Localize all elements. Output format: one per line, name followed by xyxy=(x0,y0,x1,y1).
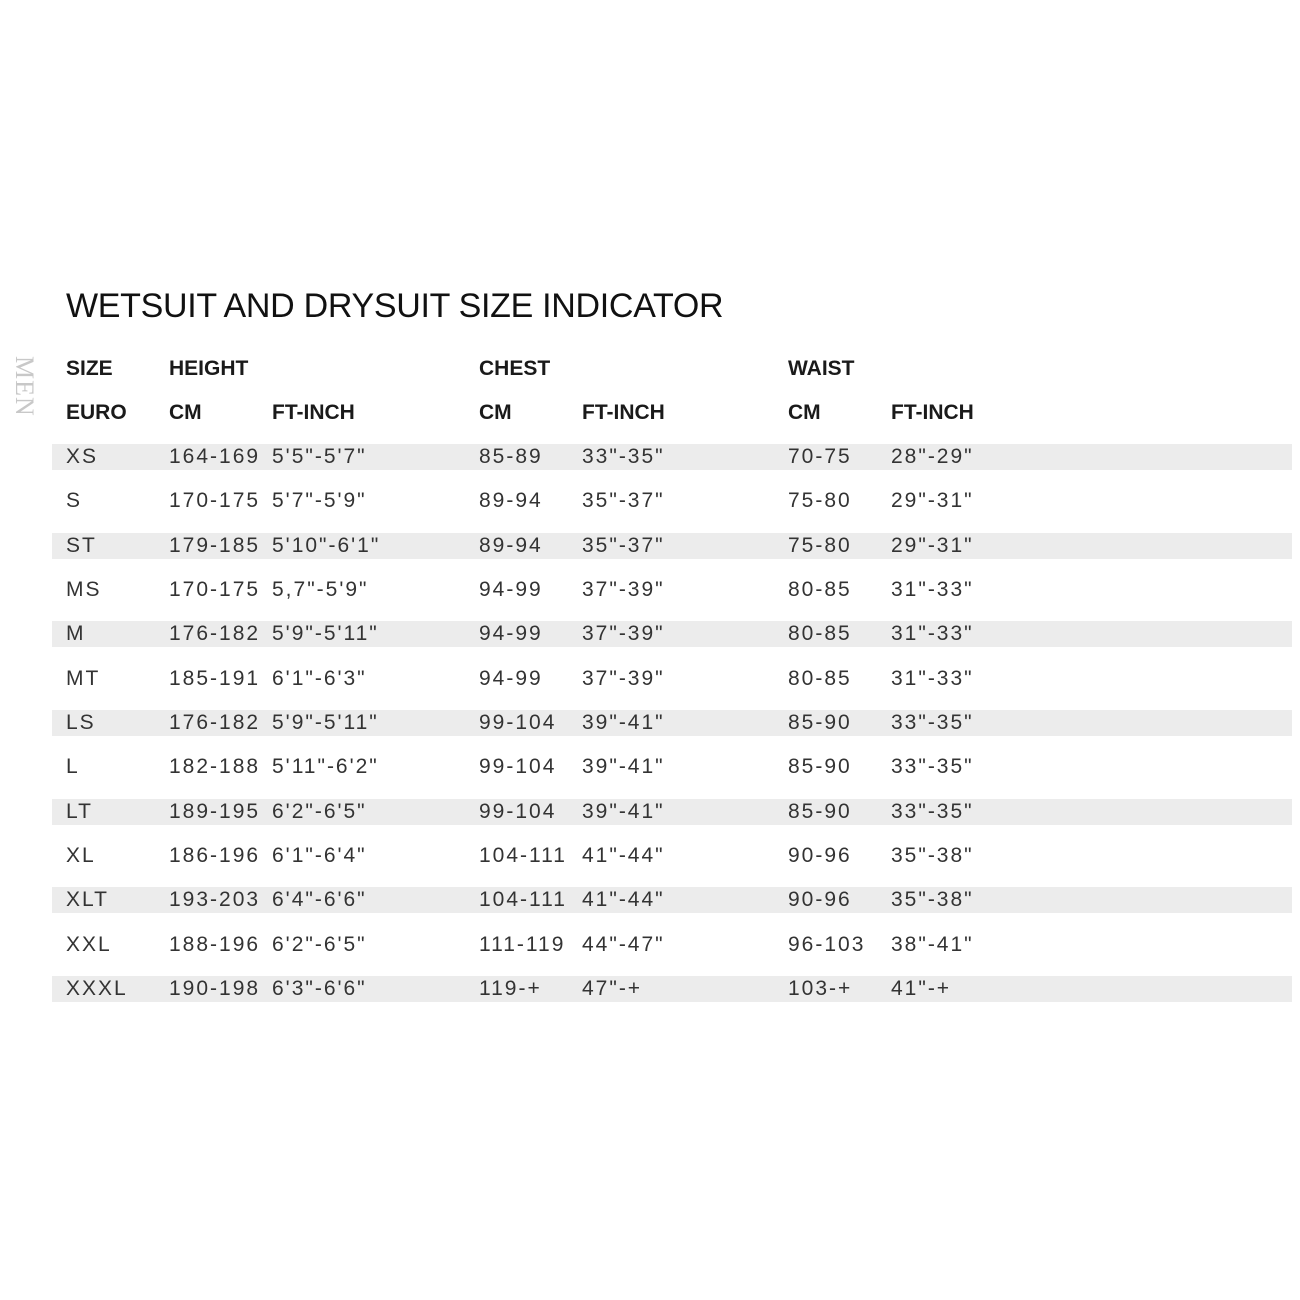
cell-height-cm: 189-195 xyxy=(169,800,261,823)
cell-chest-cm: 89-94 xyxy=(479,489,543,512)
cell-waist-ftinch: 33"-35" xyxy=(891,755,974,778)
cell-waist-ftinch: 28"-29" xyxy=(891,445,974,468)
cell-waist-cm: 75-80 xyxy=(788,489,852,512)
cell-waist-cm: 85-90 xyxy=(788,800,852,823)
cell-waist-ftinch: 38"-41" xyxy=(891,933,974,956)
cell-chest-ftinch: 37"-39" xyxy=(582,578,665,601)
subheader-euro: EURO xyxy=(66,401,127,424)
cell-waist-ftinch: 33"-35" xyxy=(891,711,974,734)
cell-size: S xyxy=(66,489,83,512)
cell-waist-ftinch: 31"-33" xyxy=(891,578,974,601)
cell-chest-ftinch: 44"-47" xyxy=(582,933,665,956)
cell-waist-ftinch: 31"-33" xyxy=(891,622,974,645)
cell-height-ftinch: 5'9"-5'11" xyxy=(272,622,379,645)
cell-height-cm: 170-175 xyxy=(169,578,261,601)
cell-waist-cm: 90-96 xyxy=(788,844,852,867)
cell-chest-ftinch: 33"-35" xyxy=(582,445,665,468)
cell-waist-cm: 75-80 xyxy=(788,534,852,557)
table-row xyxy=(52,843,1292,869)
cell-height-ftinch: 5'9"-5'11" xyxy=(272,711,379,734)
cell-waist-cm: 85-90 xyxy=(788,711,852,734)
cell-height-ftinch: 5'7"-5'9" xyxy=(272,489,367,512)
cell-size: MS xyxy=(66,578,102,601)
table-row xyxy=(52,799,1292,825)
cell-height-cm: 176-182 xyxy=(169,622,261,645)
cell-size: M xyxy=(66,622,86,645)
cell-height-cm: 193-203 xyxy=(169,888,261,911)
subheader-height-ftinch: FT-INCH xyxy=(272,401,355,424)
cell-chest-cm: 111-119 xyxy=(479,933,566,956)
cell-waist-ftinch: 35"-38" xyxy=(891,888,974,911)
cell-waist-ftinch: 35"-38" xyxy=(891,844,974,867)
cell-size: ST xyxy=(66,534,97,557)
cell-size: LT xyxy=(66,800,93,823)
table-row xyxy=(52,621,1292,647)
cell-height-cm: 176-182 xyxy=(169,711,261,734)
cell-height-ftinch: 5'5"-5'7" xyxy=(272,445,367,468)
table-row xyxy=(52,488,1292,514)
cell-height-ftinch: 5'11"-6'2" xyxy=(272,755,379,778)
cell-waist-cm: 80-85 xyxy=(788,667,852,690)
cell-height-ftinch: 6'4"-6'6" xyxy=(272,888,367,911)
cell-chest-cm: 99-104 xyxy=(479,800,557,823)
cell-waist-cm: 85-90 xyxy=(788,755,852,778)
cell-height-cm: 188-196 xyxy=(169,933,261,956)
cell-height-ftinch: 6'2"-6'5" xyxy=(272,800,367,823)
table-row xyxy=(52,976,1292,1002)
subheader-chest-cm: CM xyxy=(479,401,512,424)
cell-chest-cm: 94-99 xyxy=(479,578,543,601)
cell-chest-ftinch: 35"-37" xyxy=(582,489,665,512)
cell-chest-ftinch: 41"-44" xyxy=(582,844,665,867)
cell-chest-cm: 104-111 xyxy=(479,844,567,867)
cell-size: XLT xyxy=(66,888,109,911)
cell-chest-cm: 119-+ xyxy=(479,977,542,1000)
cell-height-ftinch: 6'1"-6'3" xyxy=(272,667,367,690)
cell-waist-cm: 103-+ xyxy=(788,977,853,1000)
table-row xyxy=(52,577,1292,603)
table-row xyxy=(52,444,1292,470)
table-row xyxy=(52,666,1292,692)
cell-size: LS xyxy=(66,711,96,734)
cell-size: MT xyxy=(66,667,101,690)
cell-height-cm: 164-169 xyxy=(169,445,261,468)
cell-height-ftinch: 5,7"-5'9" xyxy=(272,578,369,601)
table-row xyxy=(52,710,1292,736)
cell-chest-cm: 99-104 xyxy=(479,755,557,778)
table-row xyxy=(52,887,1292,913)
cell-chest-cm: 85-89 xyxy=(479,445,543,468)
table-row xyxy=(52,932,1292,958)
cell-chest-ftinch: 37"-39" xyxy=(582,622,665,645)
cell-chest-cm: 94-99 xyxy=(479,667,543,690)
cell-waist-ftinch: 29"-31" xyxy=(891,534,974,557)
cell-height-ftinch: 5'10"-6'1" xyxy=(272,534,381,557)
table-row xyxy=(52,533,1292,559)
cell-size: XXL xyxy=(66,933,112,956)
cell-height-ftinch: 6'3"-6'6" xyxy=(272,977,367,1000)
cell-waist-ftinch: 31"-33" xyxy=(891,667,974,690)
cell-chest-ftinch: 35"-37" xyxy=(582,534,665,557)
header-chest: CHEST xyxy=(479,357,551,380)
cell-height-cm: 186-196 xyxy=(169,844,261,867)
cell-chest-ftinch: 39"-41" xyxy=(582,755,665,778)
cell-waist-ftinch: 29"-31" xyxy=(891,489,974,512)
subheader-waist-cm: CM xyxy=(788,401,821,424)
cell-height-cm: 190-198 xyxy=(169,977,261,1000)
cell-height-ftinch: 6'1"-6'4" xyxy=(272,844,367,867)
header-waist: WAIST xyxy=(788,357,855,380)
subheader-chest-ftinch: FT-INCH xyxy=(582,401,665,424)
cell-waist-cm: 80-85 xyxy=(788,622,852,645)
cell-waist-ftinch: 41"-+ xyxy=(891,977,952,1000)
cell-chest-cm: 99-104 xyxy=(479,711,557,734)
header-size: SIZE xyxy=(66,357,113,380)
cell-height-ftinch: 6'2"-6'5" xyxy=(272,933,367,956)
cell-size: XL xyxy=(66,844,96,867)
cell-chest-ftinch: 39"-41" xyxy=(582,800,665,823)
cell-chest-cm: 104-111 xyxy=(479,888,567,911)
table-row xyxy=(52,754,1292,780)
cell-chest-ftinch: 47"-+ xyxy=(582,977,643,1000)
cell-chest-ftinch: 41"-44" xyxy=(582,888,665,911)
cell-height-cm: 179-185 xyxy=(169,534,261,557)
cell-waist-cm: 80-85 xyxy=(788,578,852,601)
page-title: WETSUIT AND DRYSUIT SIZE INDICATOR xyxy=(66,287,724,325)
cell-height-cm: 170-175 xyxy=(169,489,261,512)
cell-waist-cm: 96-103 xyxy=(788,933,866,956)
cell-height-cm: 182-188 xyxy=(169,755,261,778)
cell-waist-cm: 70-75 xyxy=(788,445,852,468)
cell-chest-ftinch: 39"-41" xyxy=(582,711,665,734)
side-label-men: MEN xyxy=(10,356,39,417)
cell-size: XS xyxy=(66,445,99,468)
cell-waist-cm: 90-96 xyxy=(788,888,852,911)
subheader-height-cm: CM xyxy=(169,401,202,424)
cell-waist-ftinch: 33"-35" xyxy=(891,800,974,823)
cell-size: L xyxy=(66,755,80,778)
cell-chest-cm: 89-94 xyxy=(479,534,543,557)
cell-chest-ftinch: 37"-39" xyxy=(582,667,665,690)
subheader-waist-ftinch: FT-INCH xyxy=(891,401,974,424)
cell-height-cm: 185-191 xyxy=(169,667,261,690)
header-height: HEIGHT xyxy=(169,357,249,380)
cell-size: XXXL xyxy=(66,977,128,1000)
cell-chest-cm: 94-99 xyxy=(479,622,543,645)
